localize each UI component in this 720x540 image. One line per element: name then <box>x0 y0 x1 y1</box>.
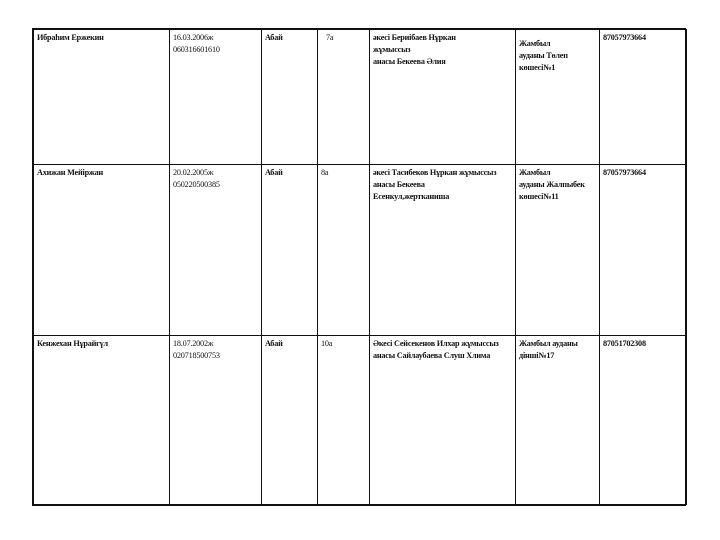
district: Абай <box>265 168 283 177</box>
document-page <box>32 28 686 506</box>
parents-line: анасы Бекеева Әлия <box>373 57 446 66</box>
district: Абай <box>265 339 283 348</box>
address-cell <box>516 165 600 336</box>
house-cell <box>318 336 370 505</box>
phone-cell <box>600 165 687 336</box>
iin-number: 060316601610 <box>173 45 220 54</box>
parents-line: жұмыссыз <box>373 45 411 54</box>
student-name: Ибраһим Ержекин <box>37 33 104 42</box>
house-number: 8а <box>321 168 329 177</box>
parents-cell <box>370 165 516 336</box>
address-line: көшесі№1 <box>519 63 556 72</box>
birth-date: 18.07.2002ж <box>173 339 214 348</box>
address-line: дінші№17 <box>519 351 555 360</box>
name-cell <box>34 165 170 336</box>
parents-line: Әкесі Сейсекенов Илхар жұмыссыз <box>373 339 499 348</box>
parents-line: әкесі Бериібаев Нұркан <box>373 33 456 42</box>
address-line: Жамбыл ауданы <box>519 339 578 348</box>
house-number: 10а <box>321 339 333 348</box>
parents-line: анасы Бекеева <box>373 180 425 189</box>
phone-number: 87057973664 <box>603 168 646 177</box>
district-cell <box>262 336 318 505</box>
parents-cell <box>370 336 516 505</box>
student-name: Кенжехан Нұрайгүл <box>37 339 108 348</box>
district-cell <box>262 165 318 336</box>
district-cell <box>262 30 318 165</box>
house-cell <box>318 30 370 165</box>
birth-date: 20.02.2005ж <box>173 168 214 177</box>
records-table <box>33 29 687 505</box>
name-cell <box>34 30 170 165</box>
table-row <box>34 165 687 336</box>
district: Абай <box>265 33 283 42</box>
house-number: 7а <box>326 33 334 42</box>
parents-line: анасы Сайлаубаева Слуш Хлима <box>373 351 491 360</box>
parents-line: әкесі Тасибеков Нұркан жұмыссыз <box>373 168 497 177</box>
phone-cell <box>600 30 687 165</box>
birth-cell <box>170 336 262 505</box>
iin-number: 050220500385 <box>173 180 220 189</box>
address-cell <box>516 336 600 505</box>
address-line: Жамбыл <box>519 168 551 177</box>
student-name: Ахижан Мейіржан <box>37 168 104 177</box>
address-line: ауданы Жалпыбек <box>519 180 585 189</box>
name-cell <box>34 336 170 505</box>
house-cell <box>318 165 370 336</box>
birth-cell <box>170 165 262 336</box>
birth-date: 16.03.2006ж <box>173 33 214 42</box>
phone-cell <box>600 336 687 505</box>
address-line: көшесі№11 <box>519 192 559 201</box>
parents-cell <box>370 30 516 165</box>
iin-number: 020718500753 <box>173 351 220 360</box>
table-row <box>34 336 687 505</box>
table-row <box>34 30 687 165</box>
address-line: Жамбыл <box>519 39 551 48</box>
phone-number: 87057973664 <box>603 33 646 42</box>
birth-cell <box>170 30 262 165</box>
address-line: ауданы Төлеп <box>519 51 568 60</box>
phone-number: 87051702308 <box>603 339 646 348</box>
address-cell <box>516 30 600 165</box>
parents-line: Есенкул,жертканиша <box>373 192 450 201</box>
